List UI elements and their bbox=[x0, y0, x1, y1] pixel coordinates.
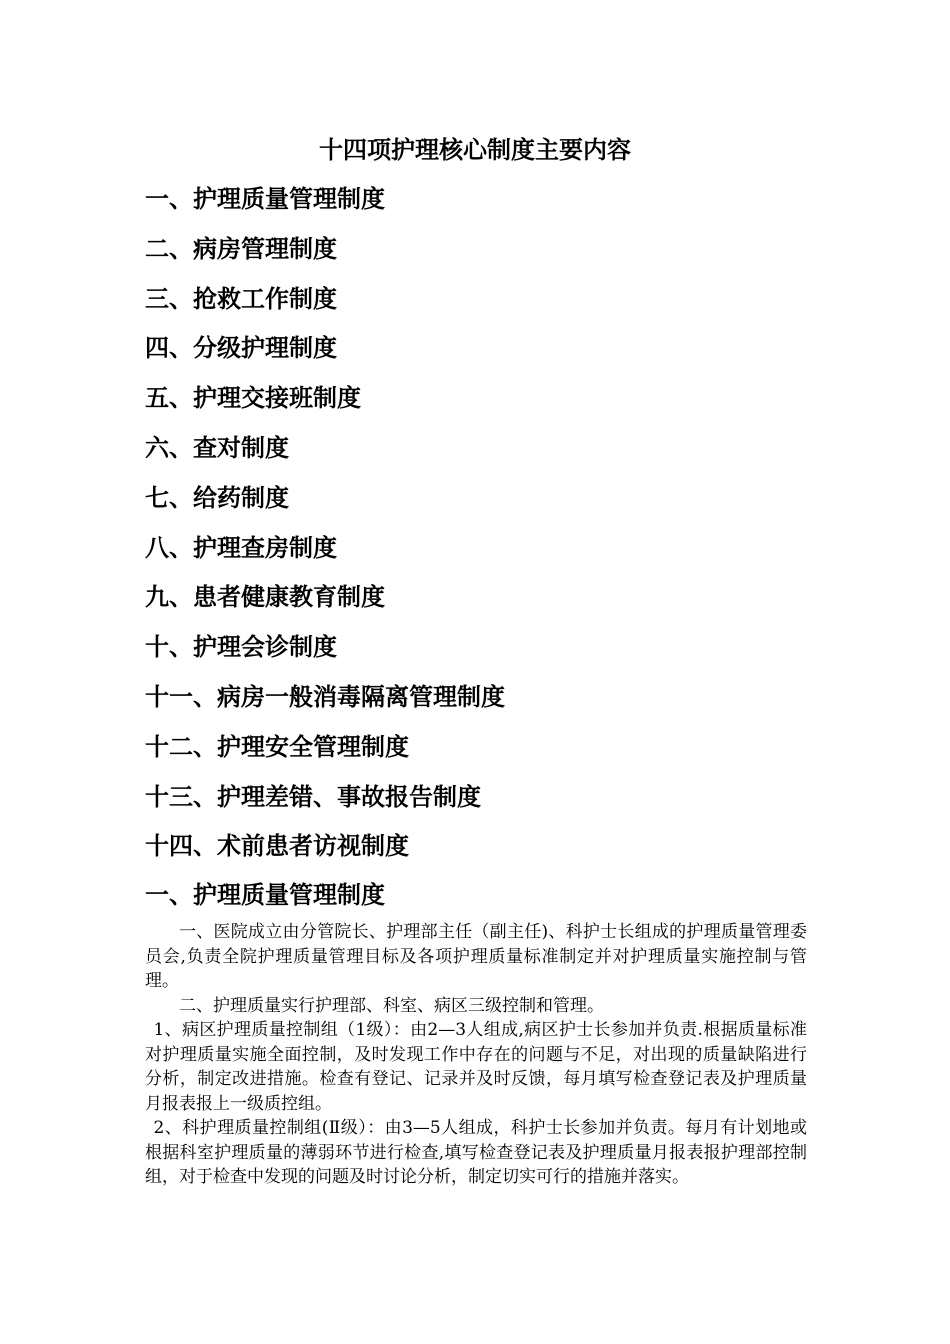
toc-item-6: 六、查对制度 bbox=[145, 433, 289, 462]
paragraph-2: 二、护理质量实行护理部、科室、病区三级控制和管理。 bbox=[179, 995, 604, 1016]
paragraph-3: 1、病区护理质量控制组（1级）：由2—3人组成,病区护士长参加并负责.根据质量标准对护理质量实施全面控制，及时发现工作中存在的问题与不足，对出现的质量缺陷进行分析，制定改进措施。检查有登记、记录并及时反馈，每月填写检查登记表及护理质量月报表报上一级质控组。 bbox=[145, 1020, 807, 1114]
paragraph-1: 一、医院成立由分管院长、护理部主任（副主任)、科护士长组成的护理质量管理委员会,负责全院护理质量管理目标及各项护理质量标准制定并对护理质量实施控制与管理。 bbox=[145, 922, 807, 991]
section-body bbox=[145, 920, 807, 1190]
toc-item-4: 四、分级护理制度 bbox=[145, 334, 337, 363]
document-title: 十四项护理核心制度主要内容 bbox=[319, 136, 631, 164]
section-heading: 一、护理质量管理制度 bbox=[145, 881, 385, 909]
toc-item-12: 十二、护理安全管理制度 bbox=[145, 732, 409, 761]
toc-item-7: 七、给药制度 bbox=[145, 483, 289, 512]
paragraph-4: 2、科护理质量控制组(Ⅱ级）：由3—5人组成，科护士长参加并负责。每月有计划地或根据科室护理质量的薄弱环节进行检查,填写检查登记表及护理质量月报表报护理部控制组，对于检查中发现的问题及时讨论分析，制定切实可行的措施并落实。 bbox=[145, 1118, 807, 1187]
toc-item-1: 一、护理质量管理制度 bbox=[145, 185, 385, 213]
toc-item-2: 二、病房管理制度 bbox=[145, 234, 337, 263]
toc-item-5: 五、护理交接班制度 bbox=[145, 384, 361, 413]
toc-item-13: 十三、护理差错、事故报告制度 bbox=[145, 782, 481, 811]
toc-item-14: 十四、术前患者访视制度 bbox=[145, 832, 409, 861]
table-of-contents bbox=[145, 180, 505, 877]
toc-item-11: 十一、病房一般消毒隔离管理制度 bbox=[145, 682, 505, 711]
toc-item-3: 三、抢救工作制度 bbox=[145, 284, 337, 313]
toc-item-10: 十、护理会诊制度 bbox=[145, 633, 337, 662]
toc-item-9: 九、患者健康教育制度 bbox=[145, 583, 385, 612]
toc-item-8: 八、护理查房制度 bbox=[145, 533, 337, 562]
